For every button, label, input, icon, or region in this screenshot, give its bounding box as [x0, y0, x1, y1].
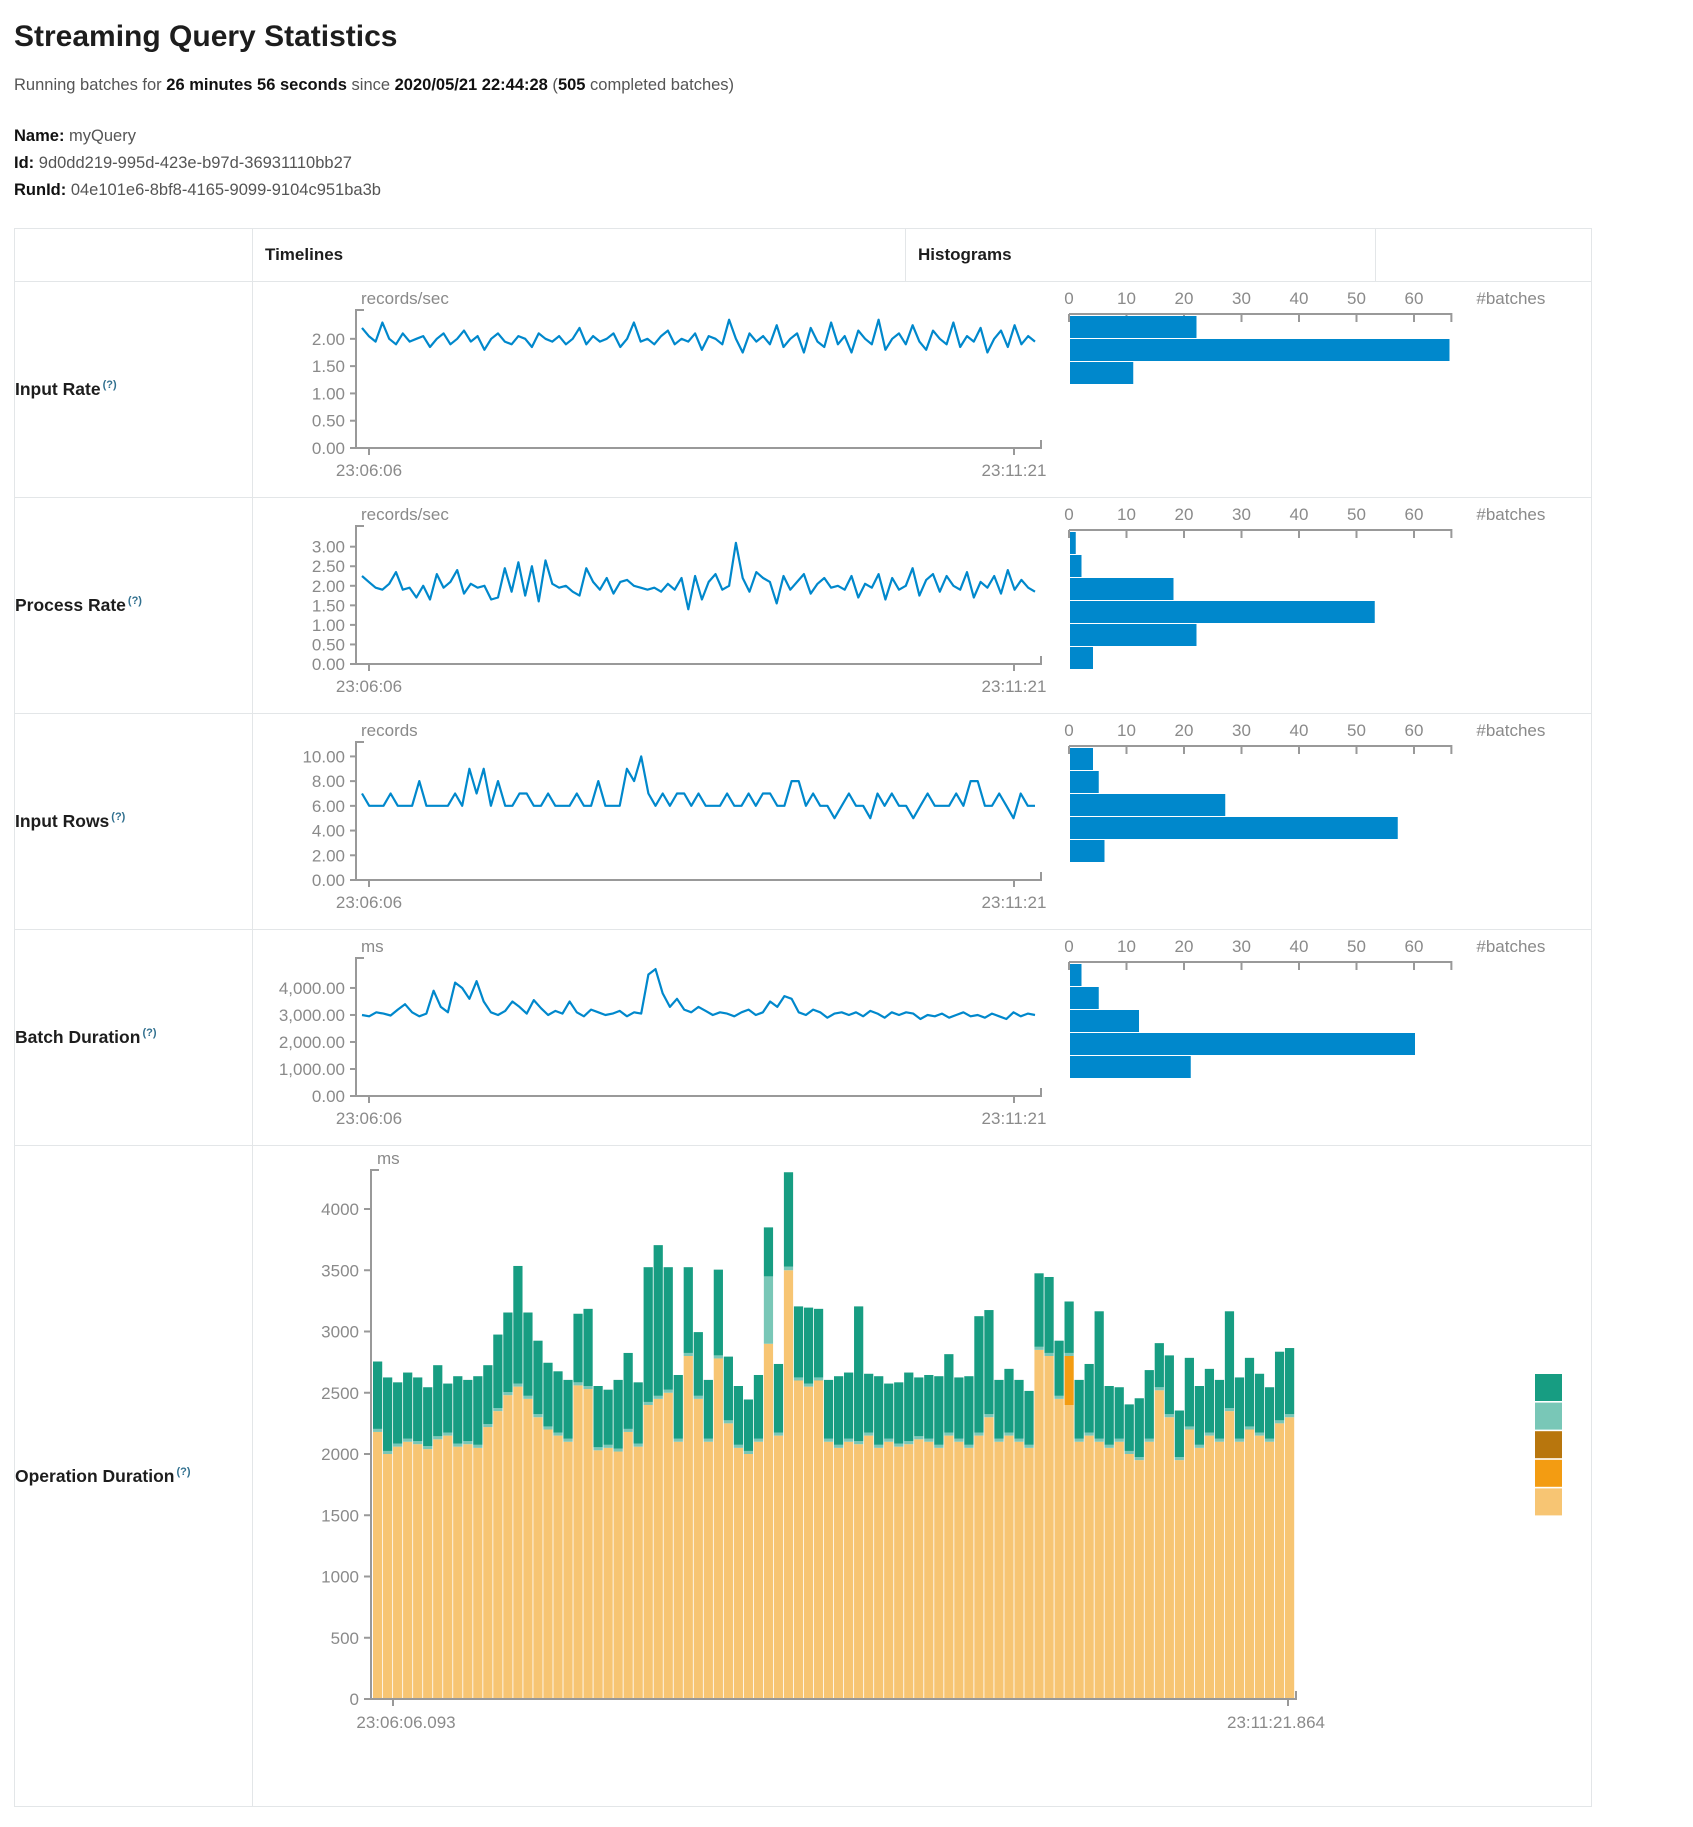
input-rate-timeline-chart — [253, 282, 1056, 497]
svg-text:10: 10 — [1117, 289, 1136, 308]
svg-text:records: records — [361, 721, 418, 740]
batch-duration-timeline-chart — [253, 930, 1056, 1145]
table-row-process-rate — [15, 498, 1592, 714]
row-label-cell — [15, 1146, 253, 1807]
svg-text:2.50: 2.50 — [311, 557, 345, 577]
query-name-line — [14, 123, 1679, 150]
svg-text:2.00: 2.00 — [311, 846, 345, 866]
svg-text:#batches: #batches — [1476, 505, 1546, 524]
process-rate-timeline-chart — [253, 498, 1056, 713]
input-rate-charts-cell — [253, 282, 1592, 498]
svg-text:3000: 3000 — [321, 1322, 359, 1342]
svg-text:10: 10 — [1117, 505, 1136, 524]
svg-text:2000: 2000 — [321, 1445, 359, 1464]
histograms-header: Histograms — [906, 229, 1376, 282]
svg-text:60: 60 — [1404, 289, 1424, 308]
svg-text:#batches: #batches — [1476, 937, 1546, 956]
table-header-row — [15, 229, 1592, 282]
id-label: Id: — [14, 154, 35, 172]
corner-cell — [15, 229, 253, 282]
table-row-operation-duration — [15, 1146, 1592, 1807]
svg-text:1.50: 1.50 — [311, 596, 345, 616]
svg-text:40: 40 — [1289, 289, 1309, 308]
svg-text:23:06:06: 23:06:06 — [335, 677, 403, 696]
svg-text:23:11:21: 23:11:21 — [981, 1109, 1047, 1128]
svg-text:10.00: 10.00 — [302, 747, 345, 767]
batch-duration-charts-cell — [253, 930, 1592, 1146]
query-runid-line — [14, 177, 1679, 204]
start-time: 2020/05/21 22:44:28 — [394, 76, 548, 94]
svg-text:60: 60 — [1404, 721, 1424, 740]
svg-text:10: 10 — [1117, 721, 1136, 740]
input-rows-help-icon[interactable]: (?) — [111, 811, 126, 824]
svg-text:ms: ms — [361, 937, 384, 956]
query-id-line — [14, 150, 1679, 177]
row-label-cell — [15, 930, 253, 1146]
query-runid: 04e101e6-8bf8-4165-9099-9104c951ba3b — [70, 181, 381, 199]
operation-duration-chart — [253, 1146, 1591, 1806]
svg-text:40: 40 — [1289, 937, 1309, 956]
svg-text:20: 20 — [1174, 937, 1194, 956]
svg-text:0: 0 — [1064, 505, 1074, 524]
name-label: Name: — [14, 127, 65, 145]
svg-text:0.00: 0.00 — [311, 871, 345, 890]
row-label: Input Rows — [15, 811, 110, 831]
svg-text:30: 30 — [1232, 289, 1251, 308]
svg-text:40: 40 — [1289, 721, 1309, 740]
svg-text:23:06:06: 23:06:06 — [335, 461, 403, 480]
table-row-input-rows — [15, 714, 1592, 930]
svg-text:23:06:06.093: 23:06:06.093 — [356, 1713, 456, 1732]
svg-text:30: 30 — [1232, 721, 1251, 740]
statistics-table — [14, 228, 1592, 1807]
row-label-cell — [15, 282, 253, 498]
svg-text:500: 500 — [330, 1628, 359, 1648]
page-title: Streaming Query Statistics — [14, 20, 398, 53]
svg-text:1000: 1000 — [321, 1567, 359, 1587]
row-label: Process Rate — [15, 595, 126, 615]
svg-text:50: 50 — [1347, 937, 1366, 956]
row-label: Input Rate — [15, 379, 101, 399]
svg-text:ms: ms — [377, 1149, 400, 1168]
svg-text:records/sec: records/sec — [361, 289, 449, 308]
svg-text:23:11:21: 23:11:21 — [981, 893, 1047, 912]
svg-text:2.00: 2.00 — [311, 329, 345, 349]
row-label: Batch Duration — [15, 1027, 141, 1047]
table-row-input-rate — [15, 282, 1592, 498]
running-prefix: Running batches for — [14, 76, 167, 94]
svg-text:2,000.00: 2,000.00 — [278, 1032, 345, 1052]
operation-duration-cell — [253, 1146, 1592, 1807]
input-rows-timeline-chart — [253, 714, 1056, 929]
svg-text:0.00: 0.00 — [311, 655, 345, 674]
svg-text:#batches: #batches — [1476, 289, 1546, 308]
process-rate-help-icon[interactable]: (?) — [127, 595, 142, 608]
input-rows-histogram-chart — [1056, 714, 1591, 929]
svg-text:1500: 1500 — [321, 1506, 359, 1526]
batch-duration-histogram-chart — [1056, 930, 1591, 1145]
svg-text:4.00: 4.00 — [311, 821, 345, 841]
svg-text:23:06:06: 23:06:06 — [335, 893, 403, 912]
runid-label: RunId: — [14, 181, 67, 199]
svg-text:#batches: #batches — [1476, 721, 1546, 740]
svg-text:3,000.00: 3,000.00 — [278, 1005, 345, 1025]
svg-text:0.50: 0.50 — [311, 411, 345, 431]
svg-text:1.00: 1.00 — [311, 384, 345, 404]
operation-duration-help-icon[interactable]: (?) — [176, 1465, 191, 1478]
svg-text:1.00: 1.00 — [311, 615, 345, 635]
input-rows-charts-cell — [253, 714, 1592, 930]
paren-open: ( — [547, 76, 558, 94]
svg-text:10: 10 — [1117, 937, 1136, 956]
svg-text:23:11:21: 23:11:21 — [981, 461, 1047, 480]
running-since: since — [346, 76, 395, 94]
svg-text:2.00: 2.00 — [311, 576, 345, 596]
svg-text:0.00: 0.00 — [311, 1087, 345, 1106]
row-label: Operation Duration — [15, 1465, 175, 1486]
svg-text:60: 60 — [1404, 505, 1424, 524]
svg-text:30: 30 — [1232, 505, 1251, 524]
svg-text:50: 50 — [1347, 721, 1366, 740]
svg-text:records/sec: records/sec — [361, 505, 449, 524]
svg-text:6.00: 6.00 — [311, 796, 345, 816]
svg-text:3500: 3500 — [321, 1261, 359, 1281]
svg-text:0.00: 0.00 — [311, 439, 345, 458]
input-rate-histogram-chart — [1056, 282, 1591, 497]
svg-text:1,000.00: 1,000.00 — [278, 1059, 345, 1079]
svg-text:30: 30 — [1232, 937, 1251, 956]
svg-text:60: 60 — [1404, 937, 1424, 956]
input-rate-help-icon[interactable]: (?) — [102, 379, 117, 392]
svg-text:20: 20 — [1174, 505, 1194, 524]
running-summary — [14, 76, 1679, 95]
svg-text:20: 20 — [1174, 289, 1194, 308]
svg-text:23:11:21: 23:11:21 — [981, 677, 1047, 696]
svg-text:0: 0 — [1064, 721, 1074, 740]
process-rate-histogram-chart — [1056, 498, 1591, 713]
svg-text:4000: 4000 — [321, 1200, 359, 1219]
query-metadata — [14, 123, 1679, 204]
header-spacer — [1376, 229, 1592, 282]
query-name: myQuery — [69, 127, 136, 145]
query-id: 9d0dd219-995d-423e-b97d-36931110bb27 — [38, 154, 352, 172]
row-label-cell — [15, 714, 253, 930]
completed-batches-count: 505 — [557, 76, 586, 94]
svg-text:0: 0 — [1064, 289, 1074, 308]
svg-text:40: 40 — [1289, 505, 1309, 524]
process-rate-charts-cell — [253, 498, 1592, 714]
running-duration: 26 minutes 56 seconds — [166, 76, 347, 94]
svg-text:4,000.00: 4,000.00 — [278, 978, 345, 998]
paren-close: completed batches) — [585, 76, 735, 94]
timelines-header: Timelines — [253, 229, 906, 282]
svg-text:23:06:06: 23:06:06 — [335, 1109, 403, 1128]
svg-text:20: 20 — [1174, 721, 1194, 740]
svg-text:3.00: 3.00 — [311, 537, 345, 557]
row-label-cell — [15, 498, 253, 714]
batch-duration-help-icon[interactable]: (?) — [142, 1027, 157, 1040]
svg-text:0: 0 — [1064, 937, 1074, 956]
svg-text:0: 0 — [349, 1690, 359, 1709]
svg-text:0.50: 0.50 — [311, 635, 345, 655]
svg-text:1.50: 1.50 — [311, 357, 345, 377]
svg-text:2500: 2500 — [321, 1383, 359, 1403]
svg-text:23:11:21.864: 23:11:21.864 — [1227, 1713, 1325, 1732]
svg-text:8.00: 8.00 — [311, 772, 345, 792]
svg-text:50: 50 — [1347, 505, 1366, 524]
svg-text:50: 50 — [1347, 289, 1366, 308]
table-row-batch-duration — [15, 930, 1592, 1146]
